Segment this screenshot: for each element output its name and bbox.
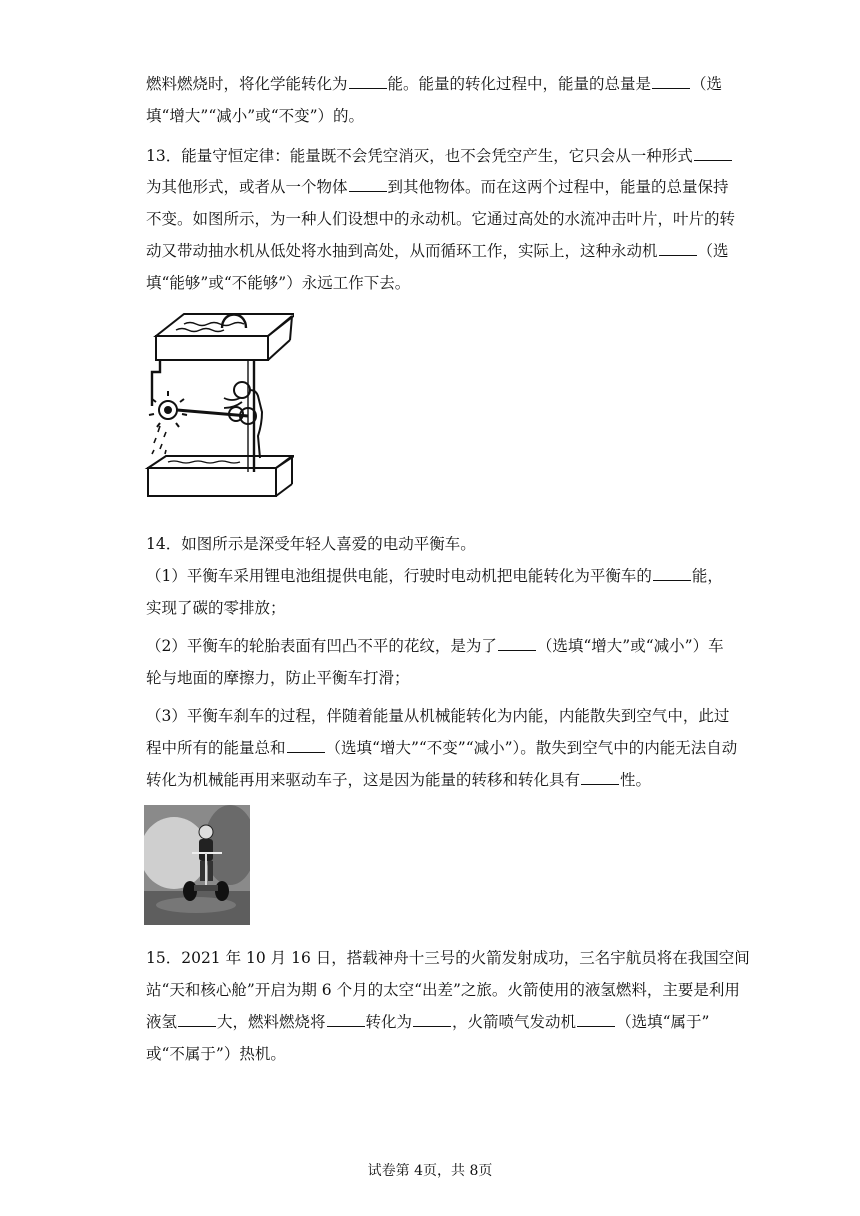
answer-blank[interactable] bbox=[178, 1012, 216, 1027]
text: （选 bbox=[697, 242, 729, 260]
text: （选填“增大”“不变”“减小”）。散失到空气中的内能无法自动 bbox=[325, 739, 738, 757]
text: 程中所有的能量总和 bbox=[146, 739, 286, 757]
text: （1）平衡车采用锂电池组提供电能，行驶时电动机把电能转化为平衡车的 bbox=[146, 567, 652, 585]
text: 转化为 bbox=[365, 1013, 413, 1031]
text: 到其他物体。而在这两个过程中，能量的总量保持 bbox=[387, 178, 729, 196]
q13-line-4 bbox=[146, 241, 729, 261]
answer-blank[interactable] bbox=[287, 738, 325, 753]
q13-line-1 bbox=[146, 146, 718, 166]
text: （选 bbox=[691, 75, 723, 93]
text: （选填“增大”或“减小”）车 bbox=[536, 637, 724, 655]
answer-blank[interactable] bbox=[694, 146, 732, 161]
q12-line-2: 填“增大”“减小”或“不变”）的。 bbox=[146, 107, 365, 125]
answer-blank[interactable] bbox=[581, 770, 619, 785]
q14-part-3-cont bbox=[146, 738, 738, 758]
answer-blank[interactable] bbox=[659, 241, 697, 256]
answer-blank[interactable] bbox=[349, 74, 387, 89]
answer-blank[interactable] bbox=[652, 74, 690, 89]
answer-blank[interactable] bbox=[498, 636, 536, 651]
text: 能。能量的转化过程中，能量的总量是 bbox=[387, 75, 652, 93]
answer-blank[interactable] bbox=[653, 566, 691, 581]
q13-line-2 bbox=[146, 177, 729, 197]
page-footer: 试卷第 4页，共 8页 bbox=[367, 1163, 493, 1179]
q14-part-2 bbox=[146, 636, 724, 656]
q15-line-2: 站“天和核心舱”开启为期 6 个月的太空“出差”之旅。火箭使用的液氢燃料，主要是利用 bbox=[146, 981, 740, 999]
text: （选填“属于” bbox=[616, 1013, 710, 1031]
q14-part-1-cont: 实现了碳的零排放； bbox=[146, 599, 286, 617]
text: 13．能量守恒定律：能量既不会凭空消灭，也不会凭空产生，它只会从一种形式 bbox=[146, 147, 693, 165]
q14-part-3-cont2 bbox=[146, 770, 718, 790]
text: 液氢 bbox=[146, 1013, 178, 1031]
q14-part-2-cont: 轮与地面的摩擦力，防止平衡车打滑； bbox=[146, 669, 410, 687]
text: （2）平衡车的轮胎表面有凹凸不平的花纹，是为了 bbox=[146, 637, 497, 655]
text: 能， bbox=[691, 567, 723, 585]
q15-line-3 bbox=[146, 1012, 718, 1032]
answer-blank[interactable] bbox=[327, 1012, 365, 1027]
q15-line-4: 或“不属于”）热机。 bbox=[146, 1045, 286, 1063]
answer-blank[interactable] bbox=[349, 177, 387, 192]
text: 为其他形式，或者从一个物体 bbox=[146, 178, 348, 196]
answer-blank[interactable] bbox=[577, 1012, 615, 1027]
text: 大，燃料燃烧将 bbox=[217, 1013, 326, 1031]
text: 转化为机械能再用来驱动车子，这是因为能量的转移和转化具有 bbox=[146, 771, 581, 789]
perpetual-motion-figure bbox=[144, 306, 294, 498]
text: 性。 bbox=[620, 771, 652, 789]
balance-scooter-photo bbox=[144, 805, 250, 925]
text: 动又带动抽水机从低处将水抽到高处，从而循环工作，实际上，这种永动机 bbox=[146, 242, 658, 260]
q14-part-3: （3）平衡车刹车的过程，伴随着能量从机械能转化为内能，内能散失到空气中，此过 bbox=[146, 707, 730, 725]
q13-line-5: 填“能够”或“不能够”）永远工作下去。 bbox=[146, 274, 411, 292]
q15-line-1: 15．2021 年 10 月 16 日，搭载神舟十三号的火箭发射成功，三名宇航员将在我国空间 bbox=[146, 949, 750, 967]
q13-line-3: 不变。如图所示，为一种人们设想中的永动机。它通过高处的水流冲击叶片，叶片的转 bbox=[146, 210, 736, 228]
q14-stem: 14．如图所示是深受年轻人喜爱的电动平衡车。 bbox=[146, 535, 476, 553]
q12-line-1 bbox=[146, 74, 723, 94]
text: ，火箭喷气发动机 bbox=[452, 1013, 577, 1031]
q14-part-1 bbox=[146, 566, 723, 586]
answer-blank[interactable] bbox=[413, 1012, 451, 1027]
text: 燃料燃烧时，将化学能转化为 bbox=[146, 75, 348, 93]
